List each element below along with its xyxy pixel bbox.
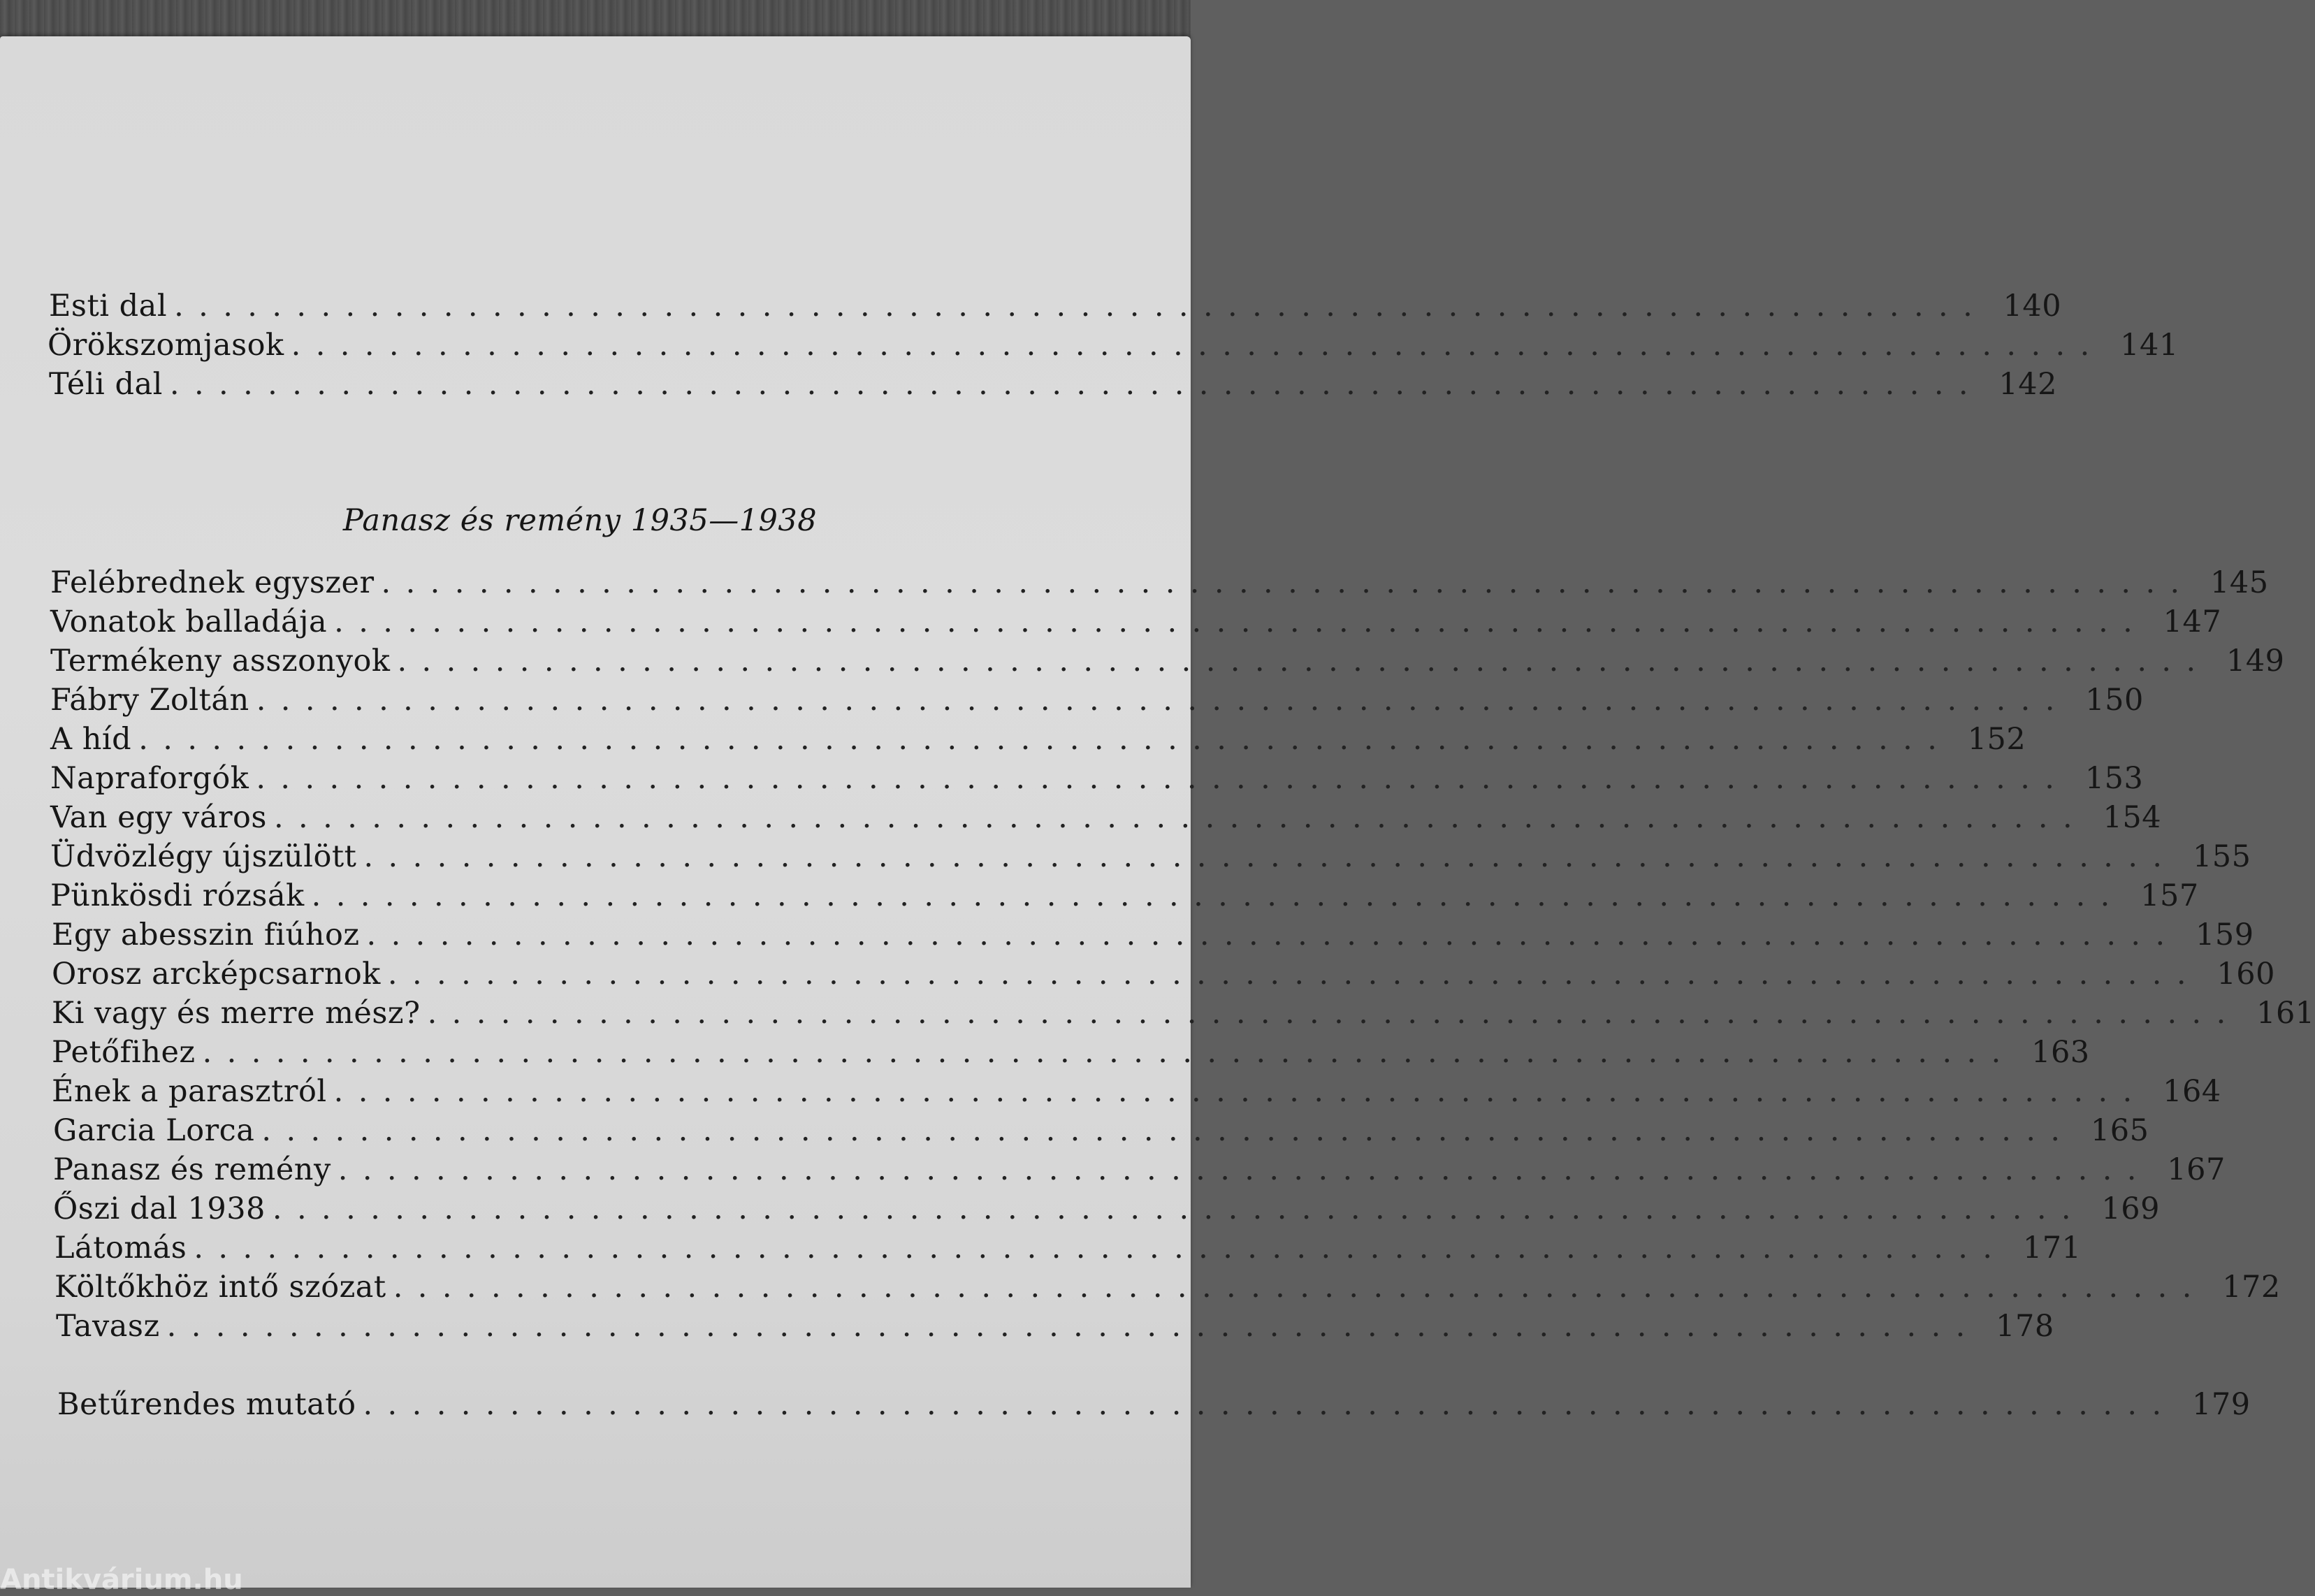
toc-entry: [49, 365, 2057, 404]
toc-entry: [53, 1111, 2149, 1150]
toc-entry-index: [57, 1385, 2251, 1424]
toc-entry-page: 164: [2163, 1074, 2221, 1109]
toc-entry-page: 152: [1967, 722, 2026, 757]
toc-entry-title: Orosz arcképcsarnok: [52, 957, 381, 992]
toc-entry-page: 161: [2256, 996, 2315, 1031]
toc-entry-title: Petőfihez: [52, 1035, 196, 1070]
toc-entry-page: 145: [2210, 565, 2269, 600]
toc-entry-title: Költőkhöz intő szózat: [55, 1270, 386, 1305]
toc-entry: [50, 681, 2144, 720]
toc-entry-page: 169: [2101, 1191, 2160, 1226]
toc-entry-title: Fábry Zoltán: [50, 683, 249, 718]
toc-entry-title: Üdvözlégy újszülött: [50, 839, 357, 874]
watermark: Antikvárium.hu: [0, 1564, 243, 1596]
dot-leader: ..........................................................................: [272, 1191, 2086, 1226]
dot-leader: ..........................................................................: [387, 957, 2201, 992]
dot-leader: ..........................................................................: [366, 917, 2180, 952]
toc-entry-page: 153: [2084, 761, 2144, 796]
toc-entry-page: 160: [2216, 957, 2275, 992]
dot-leader: ..........................................................................: [291, 328, 2105, 363]
toc-entry-page: 178: [1996, 1309, 2054, 1344]
toc-entry-title: Téli dal: [49, 367, 163, 402]
toc-entry-title: Örökszomjasok: [48, 328, 284, 363]
dot-leader: ..........................................................................: [202, 1035, 2016, 1070]
toc-entry: [55, 1228, 2082, 1268]
toc-entry-page: 157: [2140, 878, 2199, 913]
toc-entry-title: Garcia Lorca: [53, 1113, 255, 1148]
toc-entry-title: Napraforgók: [50, 761, 249, 796]
toc-entry: [50, 602, 2222, 641]
dot-leader: ..........................................................................: [166, 1309, 1980, 1344]
dot-leader: ..........................................................................: [381, 565, 2195, 600]
toc-entry: [50, 876, 2199, 915]
toc-entry-page: 150: [2085, 683, 2144, 718]
book-page: [0, 36, 2315, 1588]
toc-entry-title: Ének a parasztról: [52, 1074, 327, 1109]
dot-leader: ..........................................................................: [363, 839, 2177, 874]
toc-entry: [52, 994, 2315, 1033]
toc-entry-page: 142: [1998, 367, 2057, 402]
toc-entry-title: Látomás: [55, 1231, 187, 1265]
dot-leader: ..........................................................................: [311, 878, 2125, 913]
toc-entry-page: 172: [2222, 1270, 2281, 1305]
toc-entry: [50, 563, 2269, 602]
section-heading: Panasz és remény 1935—1938: [342, 503, 818, 538]
toc-entry-title: Pünkösdi rózsák: [50, 878, 305, 913]
toc-entry: [50, 759, 2144, 798]
toc-entry-title: Panasz és remény: [53, 1152, 331, 1187]
toc-entry: [50, 837, 2251, 876]
toc-entry: [52, 1033, 2090, 1072]
toc-entry-page: 179: [2191, 1387, 2251, 1422]
toc-entry: [49, 286, 2062, 326]
toc-entry-page: 154: [2103, 800, 2162, 835]
toc-entry-page: 149: [2226, 644, 2285, 679]
toc-entry: [50, 641, 2285, 681]
toc-entry-page: 141: [2120, 328, 2179, 363]
toc-entry-page: 163: [2031, 1035, 2090, 1070]
toc-entry: [53, 1150, 2226, 1189]
toc-entry: [53, 1189, 2160, 1228]
dot-leader: ..........................................................................: [397, 644, 2211, 679]
toc-entry-title: Tavasz: [56, 1309, 160, 1344]
toc-entry-title: Betűrendes mutató: [57, 1387, 356, 1422]
toc-entry-page: 159: [2196, 917, 2254, 952]
toc-entry-page: 165: [2090, 1113, 2149, 1148]
dot-leader: ..........................................................................: [194, 1231, 2008, 1265]
dot-leader: ..........................................................................: [427, 996, 2241, 1031]
toc-entry-title: Felébrednek egyszer: [50, 565, 375, 600]
dot-leader: ..........................................................................: [334, 604, 2148, 639]
toc-entry: [50, 798, 2162, 837]
toc-entry-title: Vonatok balladája: [50, 604, 328, 639]
toc-entry: [55, 1268, 2281, 1307]
dot-leader: ..........................................................................: [338, 1152, 2151, 1187]
toc-entry-title: Esti dal: [49, 289, 168, 324]
dot-leader: ..........................................................................: [261, 1113, 2075, 1148]
toc-entry: [48, 326, 2179, 365]
toc-entry: [52, 1072, 2221, 1111]
toc-entry-title: Őszi dal 1938: [53, 1191, 266, 1226]
toc-entry-page: 140: [2003, 289, 2062, 324]
toc-entry-title: Termékeny asszonyok: [50, 644, 391, 679]
toc-entry: [52, 915, 2254, 955]
dot-leader: ..........................................................................: [256, 761, 2070, 796]
toc-entry-page: 167: [2167, 1152, 2226, 1187]
toc-entry: [52, 955, 2275, 994]
toc-entry: [50, 720, 2026, 759]
toc-entry-title: Ki vagy és merre mész?: [52, 996, 421, 1031]
dot-leader: ..........................................................................: [273, 800, 2088, 835]
toc-entry-title: Van egy város: [50, 800, 267, 835]
toc-entry-title: Egy abesszin fiúhoz: [52, 917, 360, 952]
toc-entry-title: A híd: [50, 722, 132, 757]
toc-entry-page: 147: [2163, 604, 2222, 639]
dot-leader: ..........................................................................: [174, 289, 1988, 324]
toc-entry: [56, 1307, 2054, 1346]
toc-entry-page: 171: [2022, 1231, 2082, 1265]
dot-leader: ..........................................................................: [363, 1387, 2177, 1422]
toc-entry-page: 155: [2192, 839, 2251, 874]
dot-leader: ..........................................................................: [169, 367, 1983, 402]
dot-leader: ..........................................................................: [393, 1270, 2207, 1305]
dot-leader: ..........................................................................: [256, 683, 2070, 718]
dot-leader: ..........................................................................: [138, 722, 1952, 757]
dot-leader: ..........................................................................: [333, 1074, 2147, 1109]
